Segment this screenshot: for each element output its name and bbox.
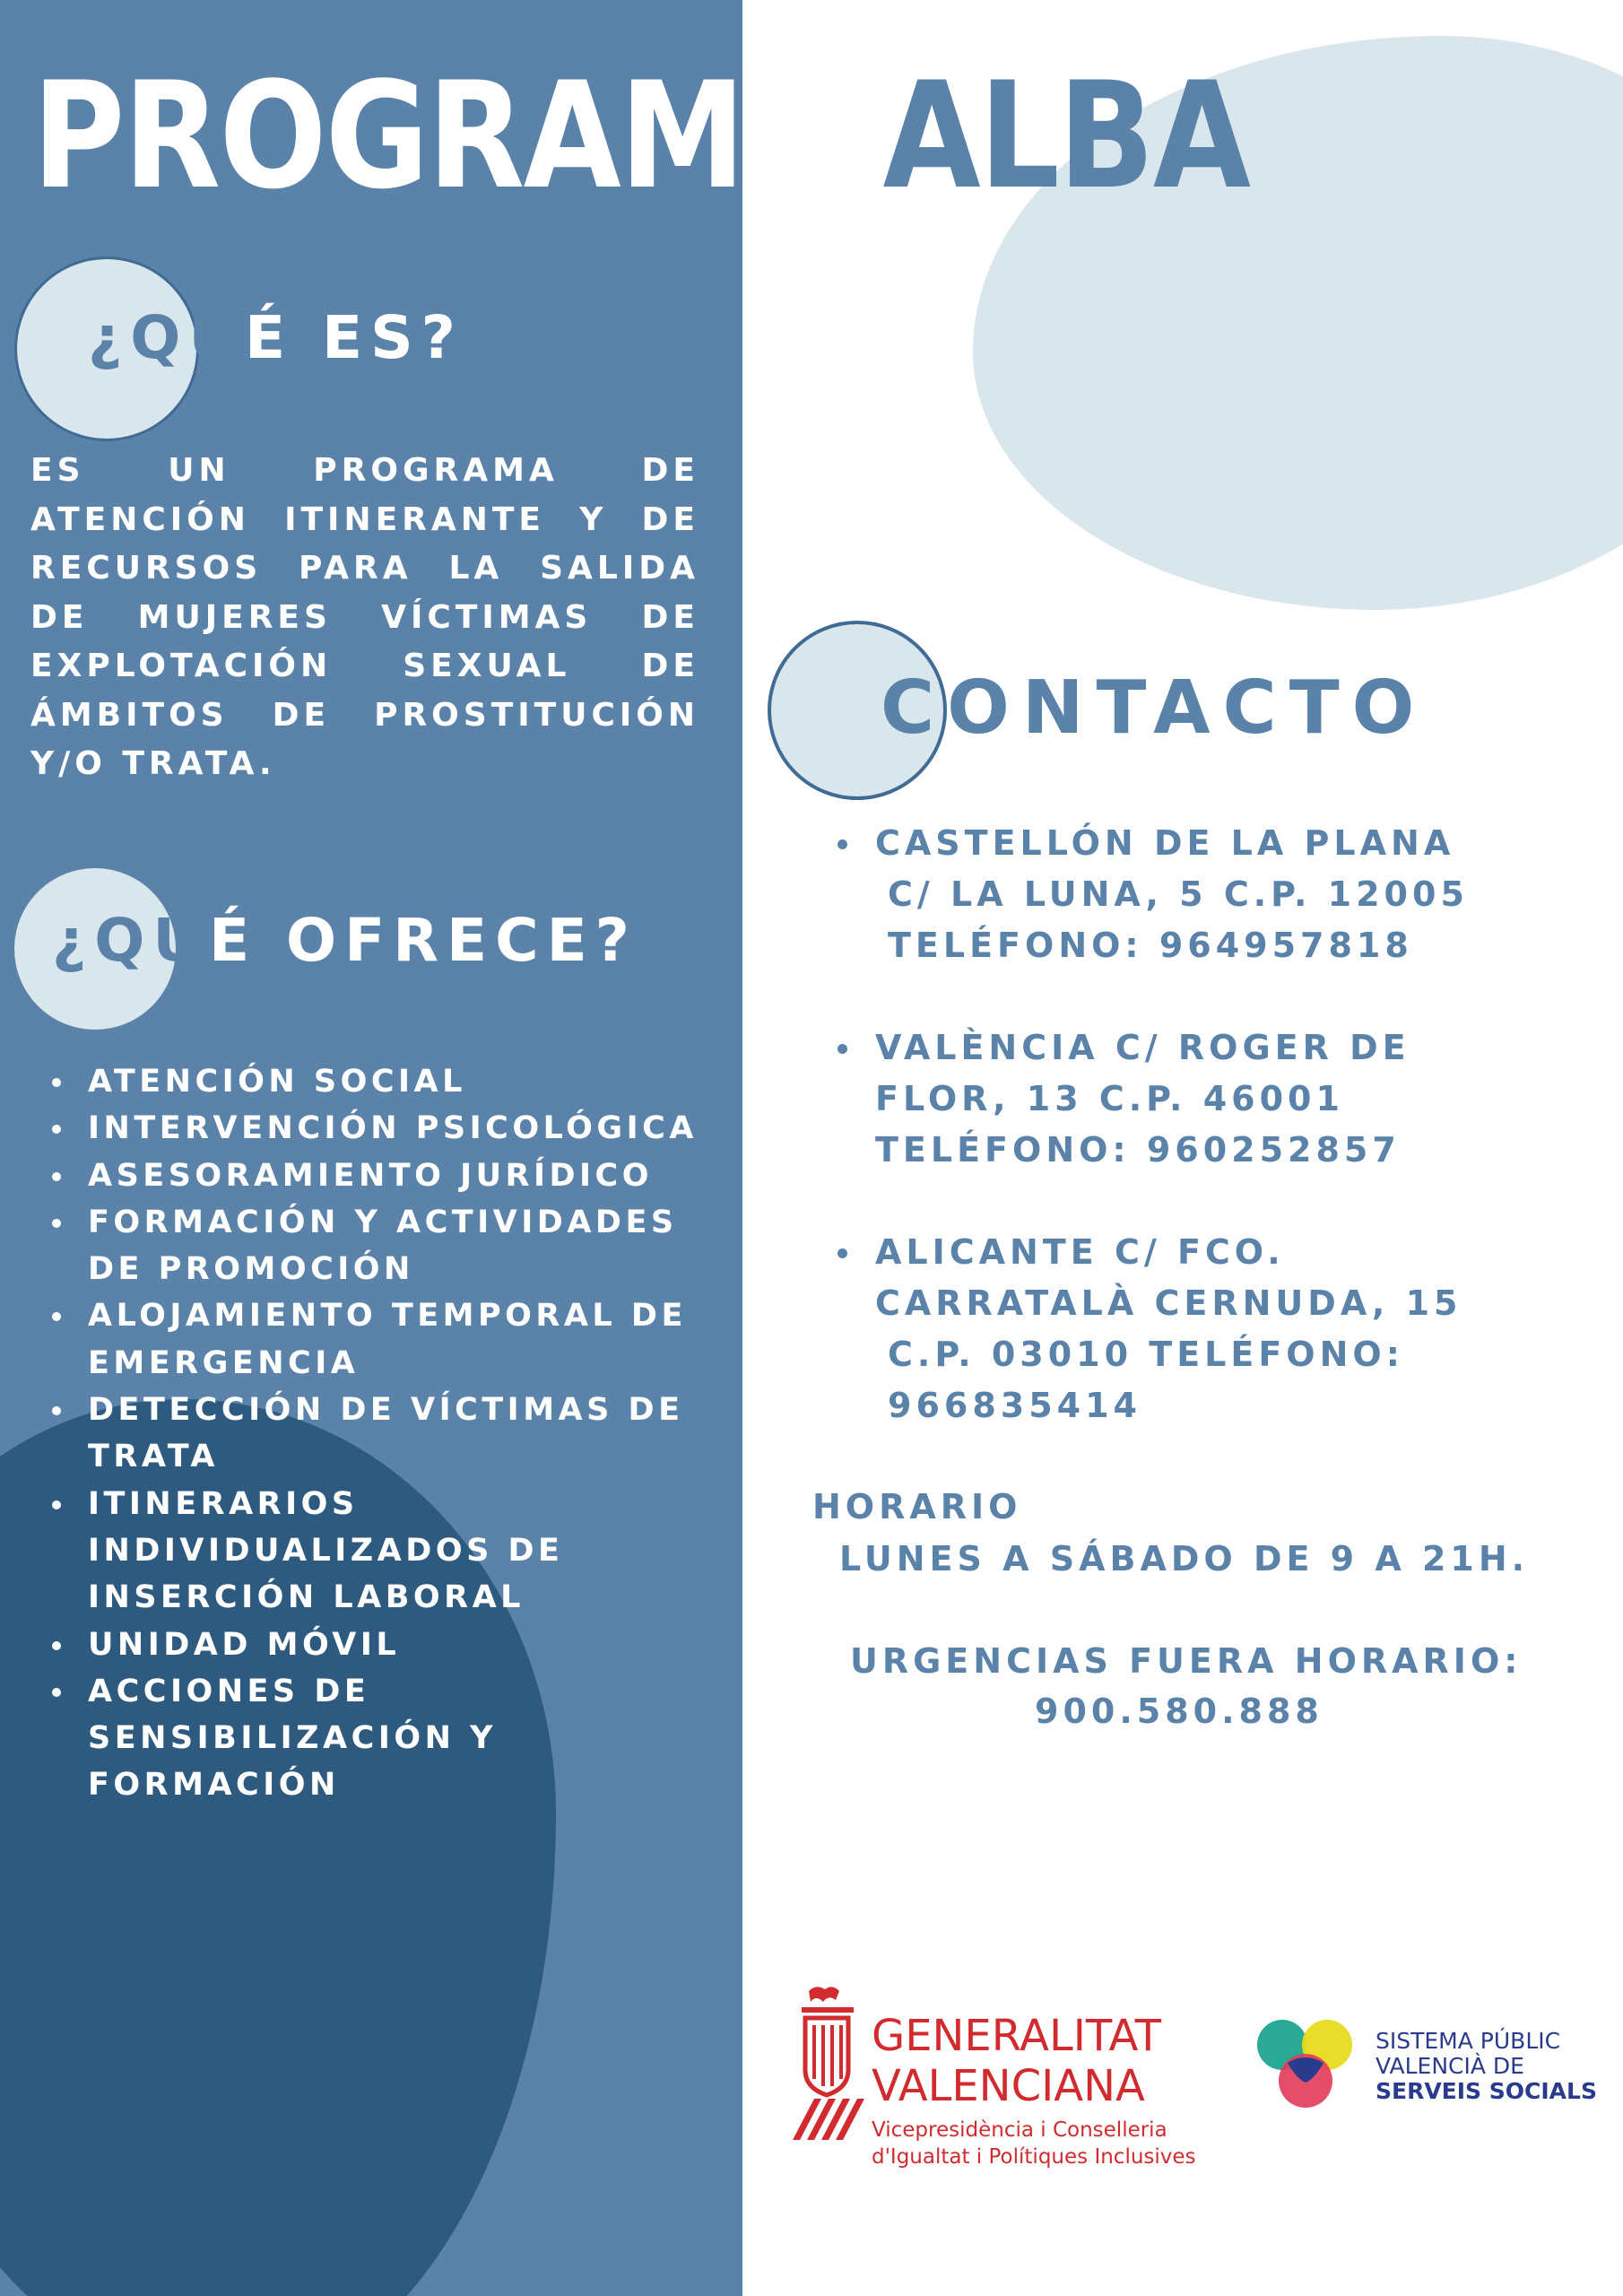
offers-list — [48, 1058, 712, 1809]
offer-item-acciones-sensibilizacion: ACCIONES DE SENSIBILIZACIÓN Y FORMACIÓN — [48, 1668, 712, 1809]
ss-line3: SERVEIS SOCIALS — [1376, 2078, 1597, 2104]
gva-sub2: d'Igualtat i Polítiques Inclusives — [872, 2145, 1196, 2169]
serveis-socials-logo-text — [1376, 2029, 1597, 2104]
offer-item-asesoramiento-juridico: ASESORAMIENTO JURÍDICO — [48, 1152, 712, 1199]
offer-item-alojamiento-temporal: ALOJAMIENTO TEMPORAL DE EMERGENCIA — [48, 1292, 712, 1387]
urgencias-phone: 900.580.888 — [1035, 1692, 1324, 1731]
ss-line2: VALENCIÀ DE — [1376, 2053, 1524, 2079]
office-bullet — [838, 839, 847, 849]
serveis-socials-logo-icon — [1252, 2016, 1359, 2115]
gva-logo-text — [872, 2011, 1161, 2111]
office-alicante — [834, 1227, 1462, 1431]
offer-item-atencion-social: ATENCIÓN SOCIAL — [48, 1058, 712, 1105]
que-es-description: ES UN PROGRAMA DE ATENCIÓN ITINERANTE Y DE RECURSOS PARA LA SALIDA DE MUJERES VÍCTIMAS DE EXPLOTACIÓN SEXUAL DE ÁMBITOS DE PROSTITUCIÓN Y/O TRATA. — [30, 452, 699, 782]
office-castellon-address: C/ LA LUNA, 5 C.P. 12005 — [888, 874, 1469, 914]
office-valencia-address: FLOR, 13 C.P. 46001 — [875, 1079, 1344, 1118]
que-ofrece-heading-rest: É OFRECE? — [208, 906, 638, 975]
office-alicante-postal: C.P. 03010 TELÉFONO: — [888, 1335, 1404, 1374]
horario-value: LUNES A SÁBADO DE 9 A 21H. — [839, 1539, 1530, 1578]
title-word-alba: ALBA — [882, 50, 1250, 222]
office-valencia-phone: TELÉFONO: 960252857 — [875, 1130, 1401, 1170]
office-bullet — [838, 1044, 847, 1054]
que-es-heading — [88, 303, 464, 372]
que-es-heading-accent: ¿QU — [88, 303, 245, 372]
horario-label: HORARIO — [812, 1487, 1022, 1526]
office-valencia-city: VALÈNCIA C/ ROGER DE — [875, 1028, 1410, 1067]
offer-item-unidad-movil: UNIDAD MÓVIL — [48, 1622, 712, 1668]
offer-item-itinerarios: ITINERARIOS INDIVIDUALIZADOS DE INSERCIÓN LABORAL — [48, 1481, 712, 1622]
office-alicante-phone: 966835414 — [888, 1386, 1141, 1425]
office-castellon-city: CASTELLÓN DE LA PLANA — [875, 823, 1455, 863]
urgencias-label: URGENCIAS FUERA HORARIO: — [850, 1641, 1523, 1681]
que-es-heading-rest: É ES? — [244, 303, 464, 372]
office-castellon-phone: TELÉFONO: 964957818 — [888, 926, 1413, 965]
page-title — [32, 50, 1250, 222]
que-ofrece-heading — [52, 906, 638, 975]
office-valencia — [834, 1022, 1410, 1176]
office-castellon — [834, 818, 1469, 971]
offer-item-formacion-actividades: FORMACIÓN Y ACTIVIDADES DE PROMOCIÓN — [48, 1199, 712, 1293]
offer-item-intervencion-psicologica: INTERVENCIÓN PSICOLÓGICA — [48, 1105, 712, 1152]
gva-subtitle — [872, 2117, 1196, 2170]
gva-sub1: Vicepresidència i Conselleria — [872, 2118, 1167, 2142]
contacto-heading: CONTACTO — [881, 665, 1428, 751]
offer-item-deteccion-victimas: DETECCIÓN DE VÍCTIMAS DE TRATA — [48, 1387, 712, 1481]
que-ofrece-heading-accent: ¿QU — [52, 906, 209, 975]
gva-line1: GENERALITAT — [872, 2011, 1161, 2061]
office-alicante-address: CARRATALÀ CERNUDA, 15 — [875, 1283, 1462, 1323]
gva-line2: VALENCIANA — [872, 2061, 1145, 2111]
office-alicante-city: ALICANTE C/ FCO. — [875, 1232, 1285, 1272]
generalitat-crest-icon — [789, 1982, 879, 2144]
ss-line1: SISTEMA PÚBLIC — [1376, 2028, 1561, 2054]
office-bullet — [838, 1248, 847, 1258]
title-word-programa: PROGRAMA — [32, 50, 841, 222]
